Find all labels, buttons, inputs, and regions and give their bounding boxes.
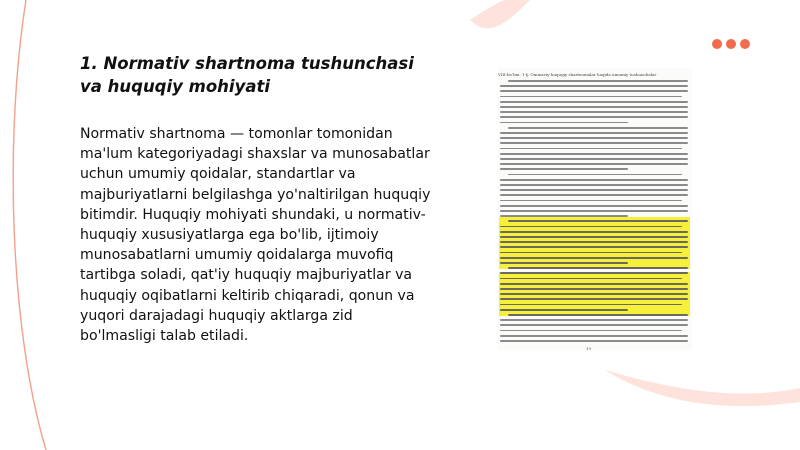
document-page-number: 19 bbox=[586, 346, 592, 351]
bottom-right-swoosh bbox=[605, 370, 800, 406]
document-text-line bbox=[500, 340, 688, 342]
document-text-line bbox=[500, 215, 628, 217]
document-text-line bbox=[500, 210, 688, 212]
slide-title-line: va huquqiy mohiyati bbox=[80, 77, 271, 96]
document-text-line bbox=[500, 335, 688, 337]
document-text-line bbox=[500, 288, 688, 290]
document-text-line bbox=[500, 163, 688, 165]
slide-body-text: Normativ shartnoma — tomonlar tomonidan ma'lum kategoriyadagi shaxslar va munosabatlar uchun umumiy qoidalar, standartlar va majburiyatlarni belgilashga yo'naltirilgan huquqiy bitimdir. Huquqiy mohiyati shundaki, u normativ-huquqiy xususiyatlarga ega bo'lib, ijtimoiy munosabatlarni umumiy qoidalarga muvofiq tartibga soladi, qat'iy huquqiy majburiyatlar va huquqiy oqibatlarni keltirib chiqaradi, qonun va yuqori darajadagi huquqiy aktlarga zid bo'lmasligi talab etiladi. bbox=[80, 126, 431, 345]
dot-icon bbox=[726, 39, 736, 49]
document-text-line bbox=[500, 106, 688, 108]
document-text-line bbox=[500, 189, 688, 191]
dot-icon bbox=[740, 39, 750, 49]
document-text-line bbox=[500, 272, 688, 274]
document-text-line bbox=[500, 101, 688, 103]
document-text-line bbox=[500, 168, 628, 170]
document-text-line bbox=[500, 236, 688, 238]
document-text-line bbox=[508, 220, 688, 222]
document-text-line bbox=[500, 246, 688, 248]
document-text-line bbox=[508, 314, 688, 316]
document-text-line bbox=[500, 298, 688, 300]
document-text-line bbox=[500, 184, 688, 186]
document-text-line bbox=[500, 90, 688, 92]
document-text-line bbox=[508, 127, 688, 129]
document-text-line bbox=[500, 158, 688, 160]
slide-title-line: 1. Normativ shartnoma tushunchasi bbox=[80, 54, 414, 73]
document-text-line bbox=[500, 85, 688, 87]
document-text-line bbox=[500, 137, 688, 139]
decorative-dots bbox=[712, 39, 750, 49]
document-text-line bbox=[500, 194, 688, 196]
document-text-line bbox=[500, 324, 688, 326]
document-text-line bbox=[508, 267, 688, 269]
left-accent-curve bbox=[13, 0, 46, 450]
document-text-line bbox=[500, 205, 688, 207]
document-text-line bbox=[500, 319, 688, 321]
document-text-line bbox=[500, 111, 688, 113]
document-text-line bbox=[500, 241, 688, 243]
document-text-line bbox=[500, 153, 688, 155]
document-text-line bbox=[500, 293, 688, 295]
top-right-swoosh bbox=[470, 0, 530, 28]
document-text-line bbox=[500, 132, 688, 134]
document-text-line bbox=[500, 116, 688, 118]
document-text-line bbox=[500, 309, 628, 311]
slide-title bbox=[80, 52, 440, 98]
document-text-line bbox=[500, 257, 688, 259]
document-first-line: VIII-bo'lim. 1-§. Ommaviy-huquqiy shartnomalar haqida umumiy tushunchalar bbox=[498, 72, 657, 77]
document-text-line bbox=[508, 80, 688, 82]
document-text-line bbox=[500, 142, 688, 144]
document-text-line bbox=[500, 179, 688, 181]
dot-icon bbox=[712, 39, 722, 49]
document-text-line bbox=[500, 231, 688, 233]
document-text-line bbox=[500, 262, 628, 264]
document-text-line bbox=[500, 283, 688, 285]
